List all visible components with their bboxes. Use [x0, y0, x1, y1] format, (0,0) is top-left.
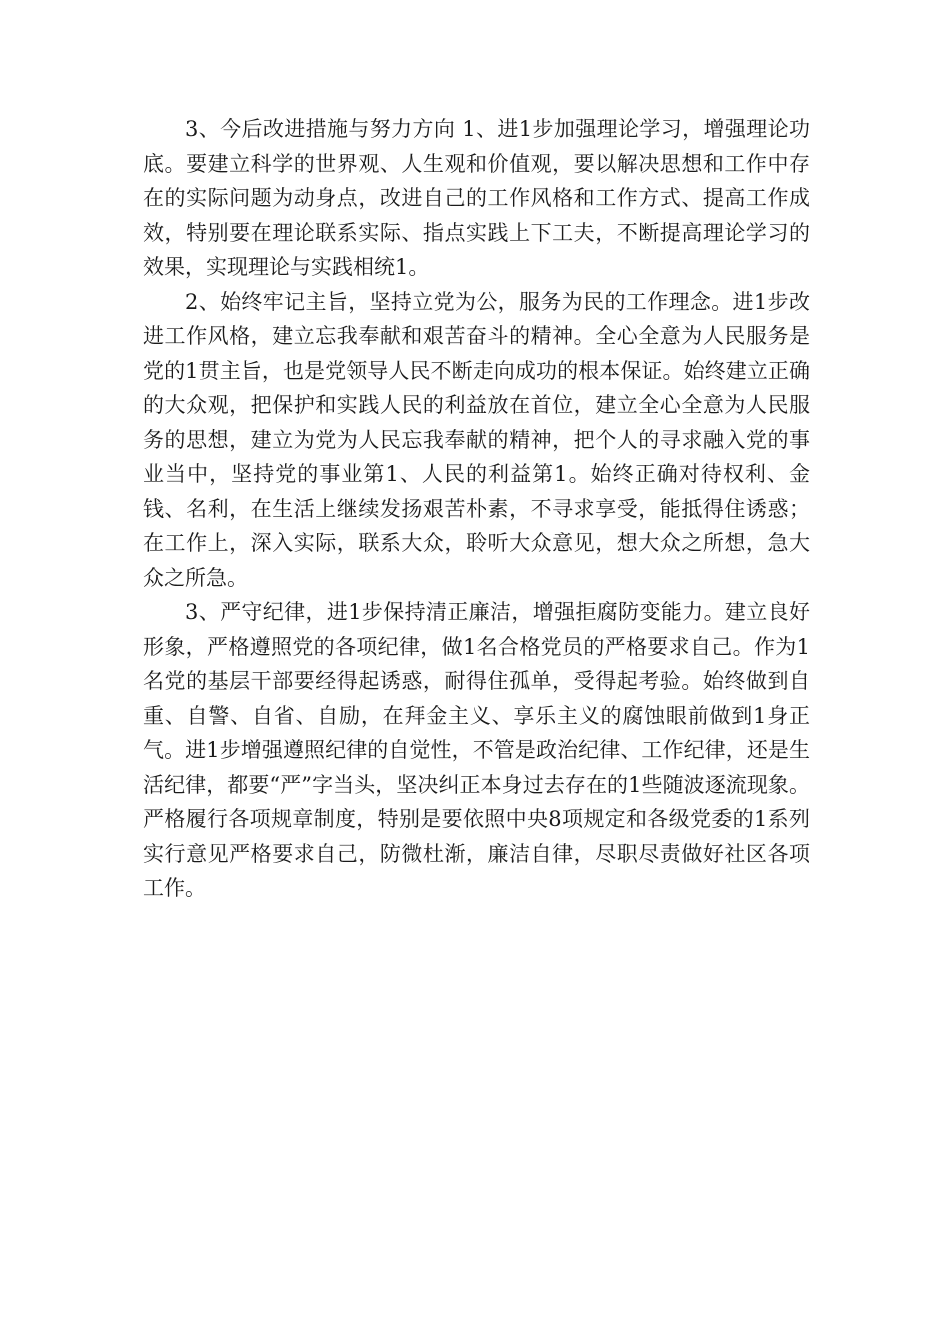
- document-body: [143, 112, 810, 906]
- paragraph-improvement-measures: 3、今后改进措施与努力方向 1、进1步加强理论学习，增强理论功底。要建立科学的世界观、人生观和价值观，要以解决思想和工作中存在的实际问题为动身点，改进自己的工作风格和工作方式、提高工作成效，特别要在理论联系实际、指点实践上下工夫，不断提高理论学习的效果，实现理论与实践相统1。: [143, 117, 810, 279]
- paragraph-serve-people: 2、始终牢记主旨，坚持立党为公，服务为民的工作理念。进1步改进工作风格，建立忘我奉献和艰苦奋斗的精神。全心全意为人民服务是党的1贯主旨，也是党领导人民不断走向成功的根本保证。始终建立正确的大众观，把保护和实践人民的利益放在首位，建立全心全意为人民服务的思想，建立为党为人民忘我奉献的精神，把个人的寻求融入党的事业当中，坚持党的事业第1、人民的利益第1。始终正确对待权利、金钱、名利，在生活上继续发扬艰苦朴素，不寻求享受，能抵得住诱惑；在工作上，深入实际，联系大众，聆听大众意见，想大众之所想，急大众之所急。: [143, 289, 810, 590]
- paragraph-discipline: 3、严守纪律，进1步保持清正廉洁，增强拒腐防变能力。建立良好形象，严格遵照党的各项纪律，做1名合格党员的严格要求自己。作为1名党的基层干部要经得起诱惑，耐得住孤单，受得起考验。始终做到自重、自警、自省、自励，在拜金主义、享乐主义的腐蚀眼前做到1身正气。进1步增强遵照纪律的自觉性，不管是政治纪律、工作纪律，还是生活纪律，都要“严”字当头，坚决纠正本身过去存在的1些随波逐流现象。严格履行各项规章制度，特别是要依照中央8项规定和各级党委的1系列实行意见严格要求自己，防微杜渐，廉洁自律，尽职尽责做好社区各项工作。: [143, 600, 810, 900]
